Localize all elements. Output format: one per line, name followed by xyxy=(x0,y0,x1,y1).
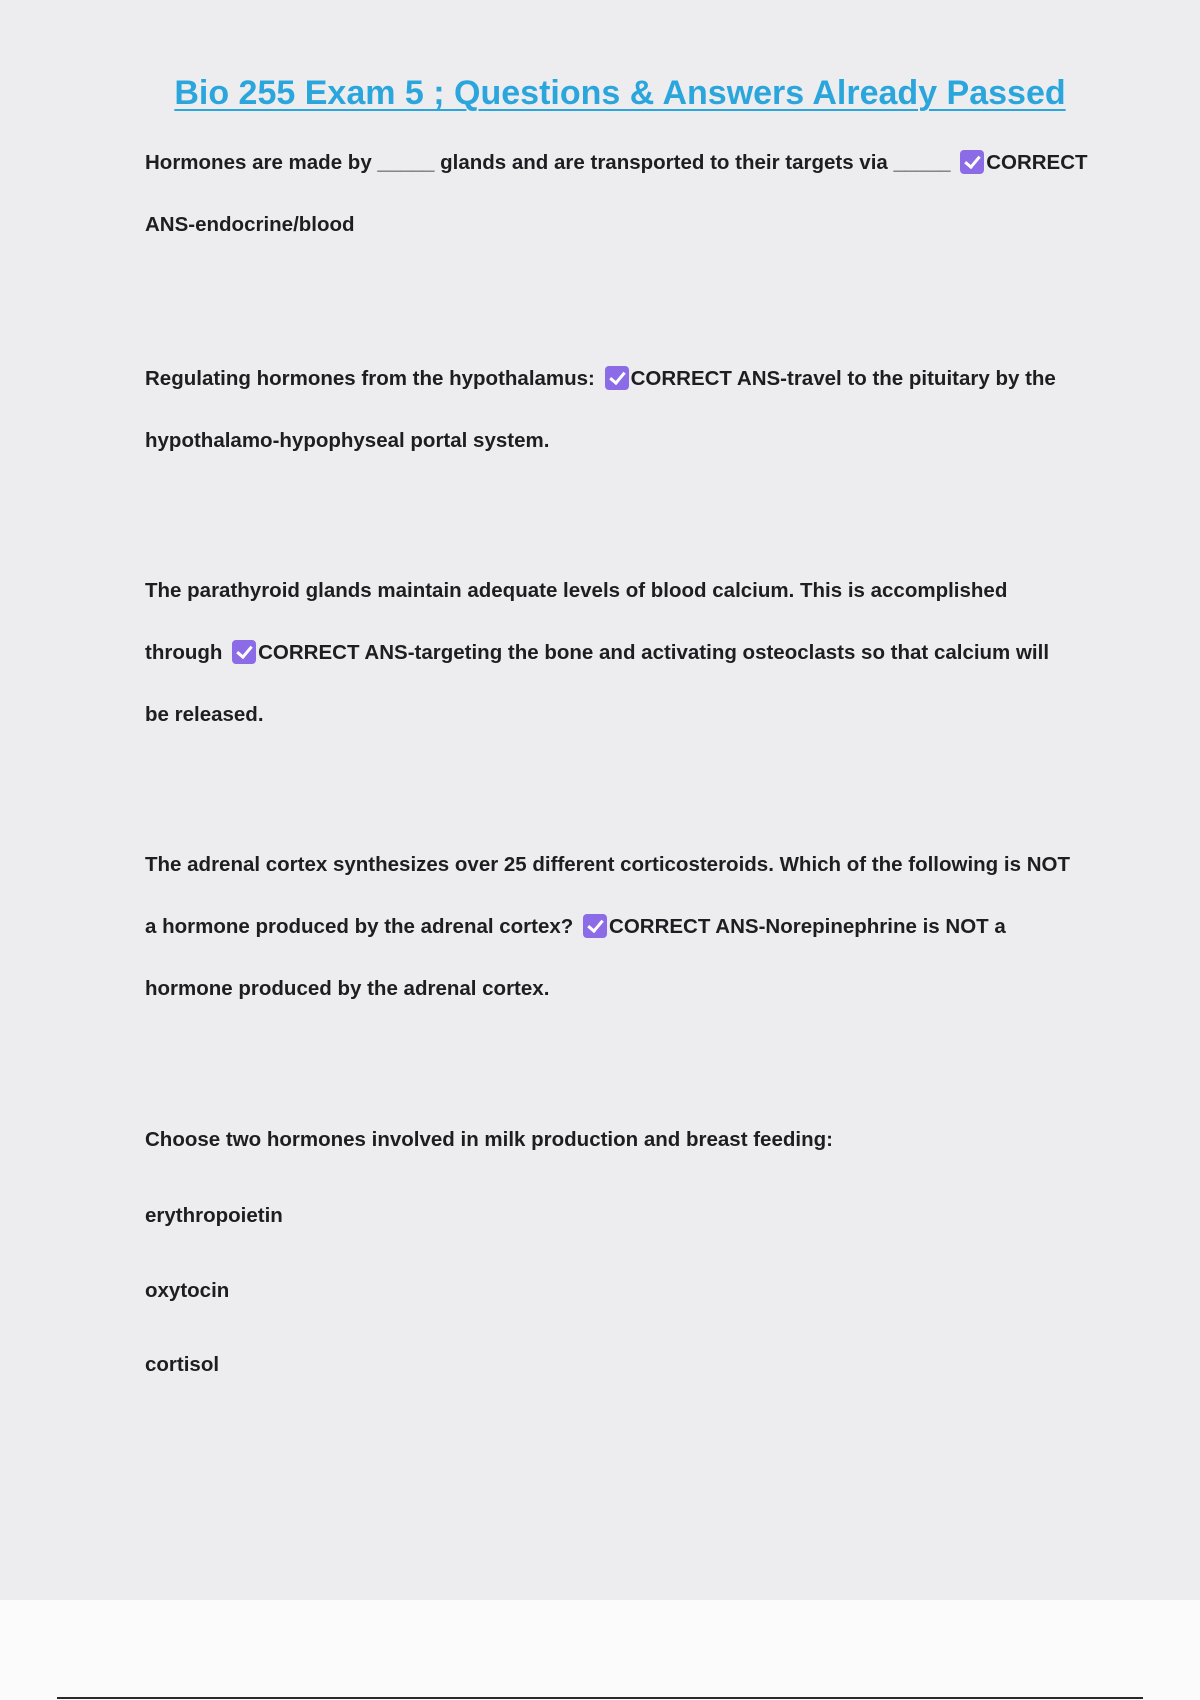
option-cortisol: cortisol xyxy=(145,1353,220,1376)
checkbox-checked-icon xyxy=(583,914,607,938)
checkbox-checked-icon xyxy=(960,150,984,174)
question-4-line-2 xyxy=(145,914,1006,940)
answer-1-text: ANS-endocrine/blood xyxy=(145,213,355,236)
checkbox-checked-icon xyxy=(605,366,629,390)
question-4-text: The adrenal cortex synthesizes over 25 different corticosteroids. Which of the following is NOT xyxy=(145,853,1070,876)
question-5-text: Choose two hormones involved in milk production and breast feeding: xyxy=(145,1128,833,1151)
option-erythropoietin: erythropoietin xyxy=(145,1204,283,1227)
question-2-text: Regulating hormones from the hypothalamus: xyxy=(145,367,601,390)
question-3-text-end: through xyxy=(145,641,229,664)
document-title: Bio 255 Exam 5 ; Questions & Answers Already Passed xyxy=(174,74,1066,112)
answer-2-text-end: hypothalamo-hypophyseal portal system. xyxy=(145,429,550,452)
answer-2-text-start: CORRECT ANS-travel to the pituitary by the xyxy=(630,367,1056,390)
option-oxytocin: oxytocin xyxy=(145,1279,230,1302)
question-3-text: The parathyroid glands maintain adequate levels of blood calcium. This is accomplished xyxy=(145,579,1008,602)
question-4-text-end: a hormone produced by the adrenal cortex? xyxy=(145,915,580,938)
answer-1-label: CORRECT xyxy=(986,151,1088,174)
question-1-text: Hormones are made by _____ glands and are transported to their targets via _____ xyxy=(145,151,957,174)
footer-divider xyxy=(57,1697,1143,1699)
checkbox-checked-icon xyxy=(232,640,256,664)
question-1-line-1 xyxy=(145,150,1088,176)
answer-3-text-start: CORRECT ANS-targeting the bone and activating osteoclasts so that calcium will xyxy=(258,641,1050,664)
answer-3-text-end: be released. xyxy=(145,703,264,726)
question-2-line-1 xyxy=(145,366,1056,392)
answer-4-text-start: CORRECT ANS-Norepinephrine is NOT a xyxy=(609,915,1006,938)
question-3-line-2 xyxy=(145,640,1049,666)
answer-4-text-end: hormone produced by the adrenal cortex. xyxy=(145,977,550,1000)
